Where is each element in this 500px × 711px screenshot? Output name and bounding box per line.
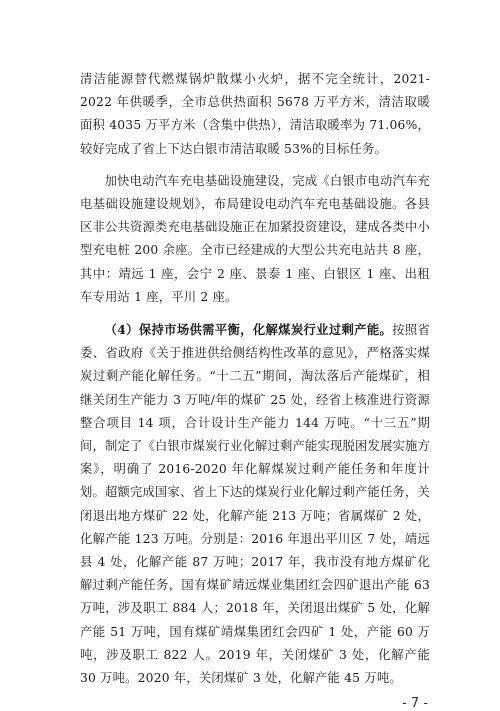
paragraph-ev-charging: 加快电动汽车充电基础设施建设，完成《白银市电动汽车充电基础设施建设规划》，布局建设电动汽车充电基础设施。各县区非公共资源类充电基础设施正在加紧投资建设，建成各类中小型充电桩 200 余座。全市已经建成的大型公共充电站共 8 座，其中：靖远 1 座，会宁 2 座、景泰 1 座、白银区 1 座、出租车专用站 1 座，平川 2 座。: [80, 173, 430, 304]
paragraph-clean-heating: 清洁能源替代燃煤锅炉散煤小火炉，据不完全统计，2021-2022 年供暖季，全市总供热面积 5678 万平方米，清洁取暖面积 4035 万平方米（含集中供热），清洁取暖率为 71.06%，较好完成了省上下达白银市清洁取暖 53%的目标任务。: [80, 72, 430, 156]
document-page: [80, 68, 430, 711]
page-number: [80, 696, 430, 711]
paragraph-coal-capacity-body: 按照省委、省政府《关于推进供给侧结构性改革的意见》，严格落实煤炭过剩产能化解任务。“十二五”期间，淘汰落后产能煤矿，相继关闭生产能力 3 万吨/年的煤矿 25 处，经省上核准进行资源整合项目 14 项，合计设计生产能力 144 万吨。“十三五”期间，制定了《白银市煤炭行业化解过剩产能实现脱困发展实施方案》，明确了 2016-2020 年化解煤炭过剩产能任务和年度计划。超额完成国家、省上下达的煤炭行业化解过剩产能任务，关闭退出地方煤矿 22 处，化解产能 213 万吨；省属煤矿 2 处，化解产能 123 万吨。分别是：2016 年退出平川区 7 处，靖远县 4 处，化解产能 87 万吨；2017 年，我市没有地方煤矿化解过剩产能任务，国有煤矿靖远煤业集团红会四矿退出产能 63 万吨，涉及职工 884 人；2018 年，关闭退出煤矿 5 处，化解产能 51 万吨，国有煤矿靖煤集团红会四矿 1 处，产能 60 万吨，涉及职工 822 人。2019 年，关闭煤矿 3 处，化解产能 30 万吨。2020 年，关闭煤矿 3 处，化解产能 45 万吨。: [80, 323, 430, 686]
paragraph-coal-capacity: [80, 318, 430, 690]
section-heading: （4）保持市场供需平衡，化解煤炭行业过剩产能。: [104, 322, 393, 338]
page-number-text: - 7 -: [402, 696, 428, 711]
